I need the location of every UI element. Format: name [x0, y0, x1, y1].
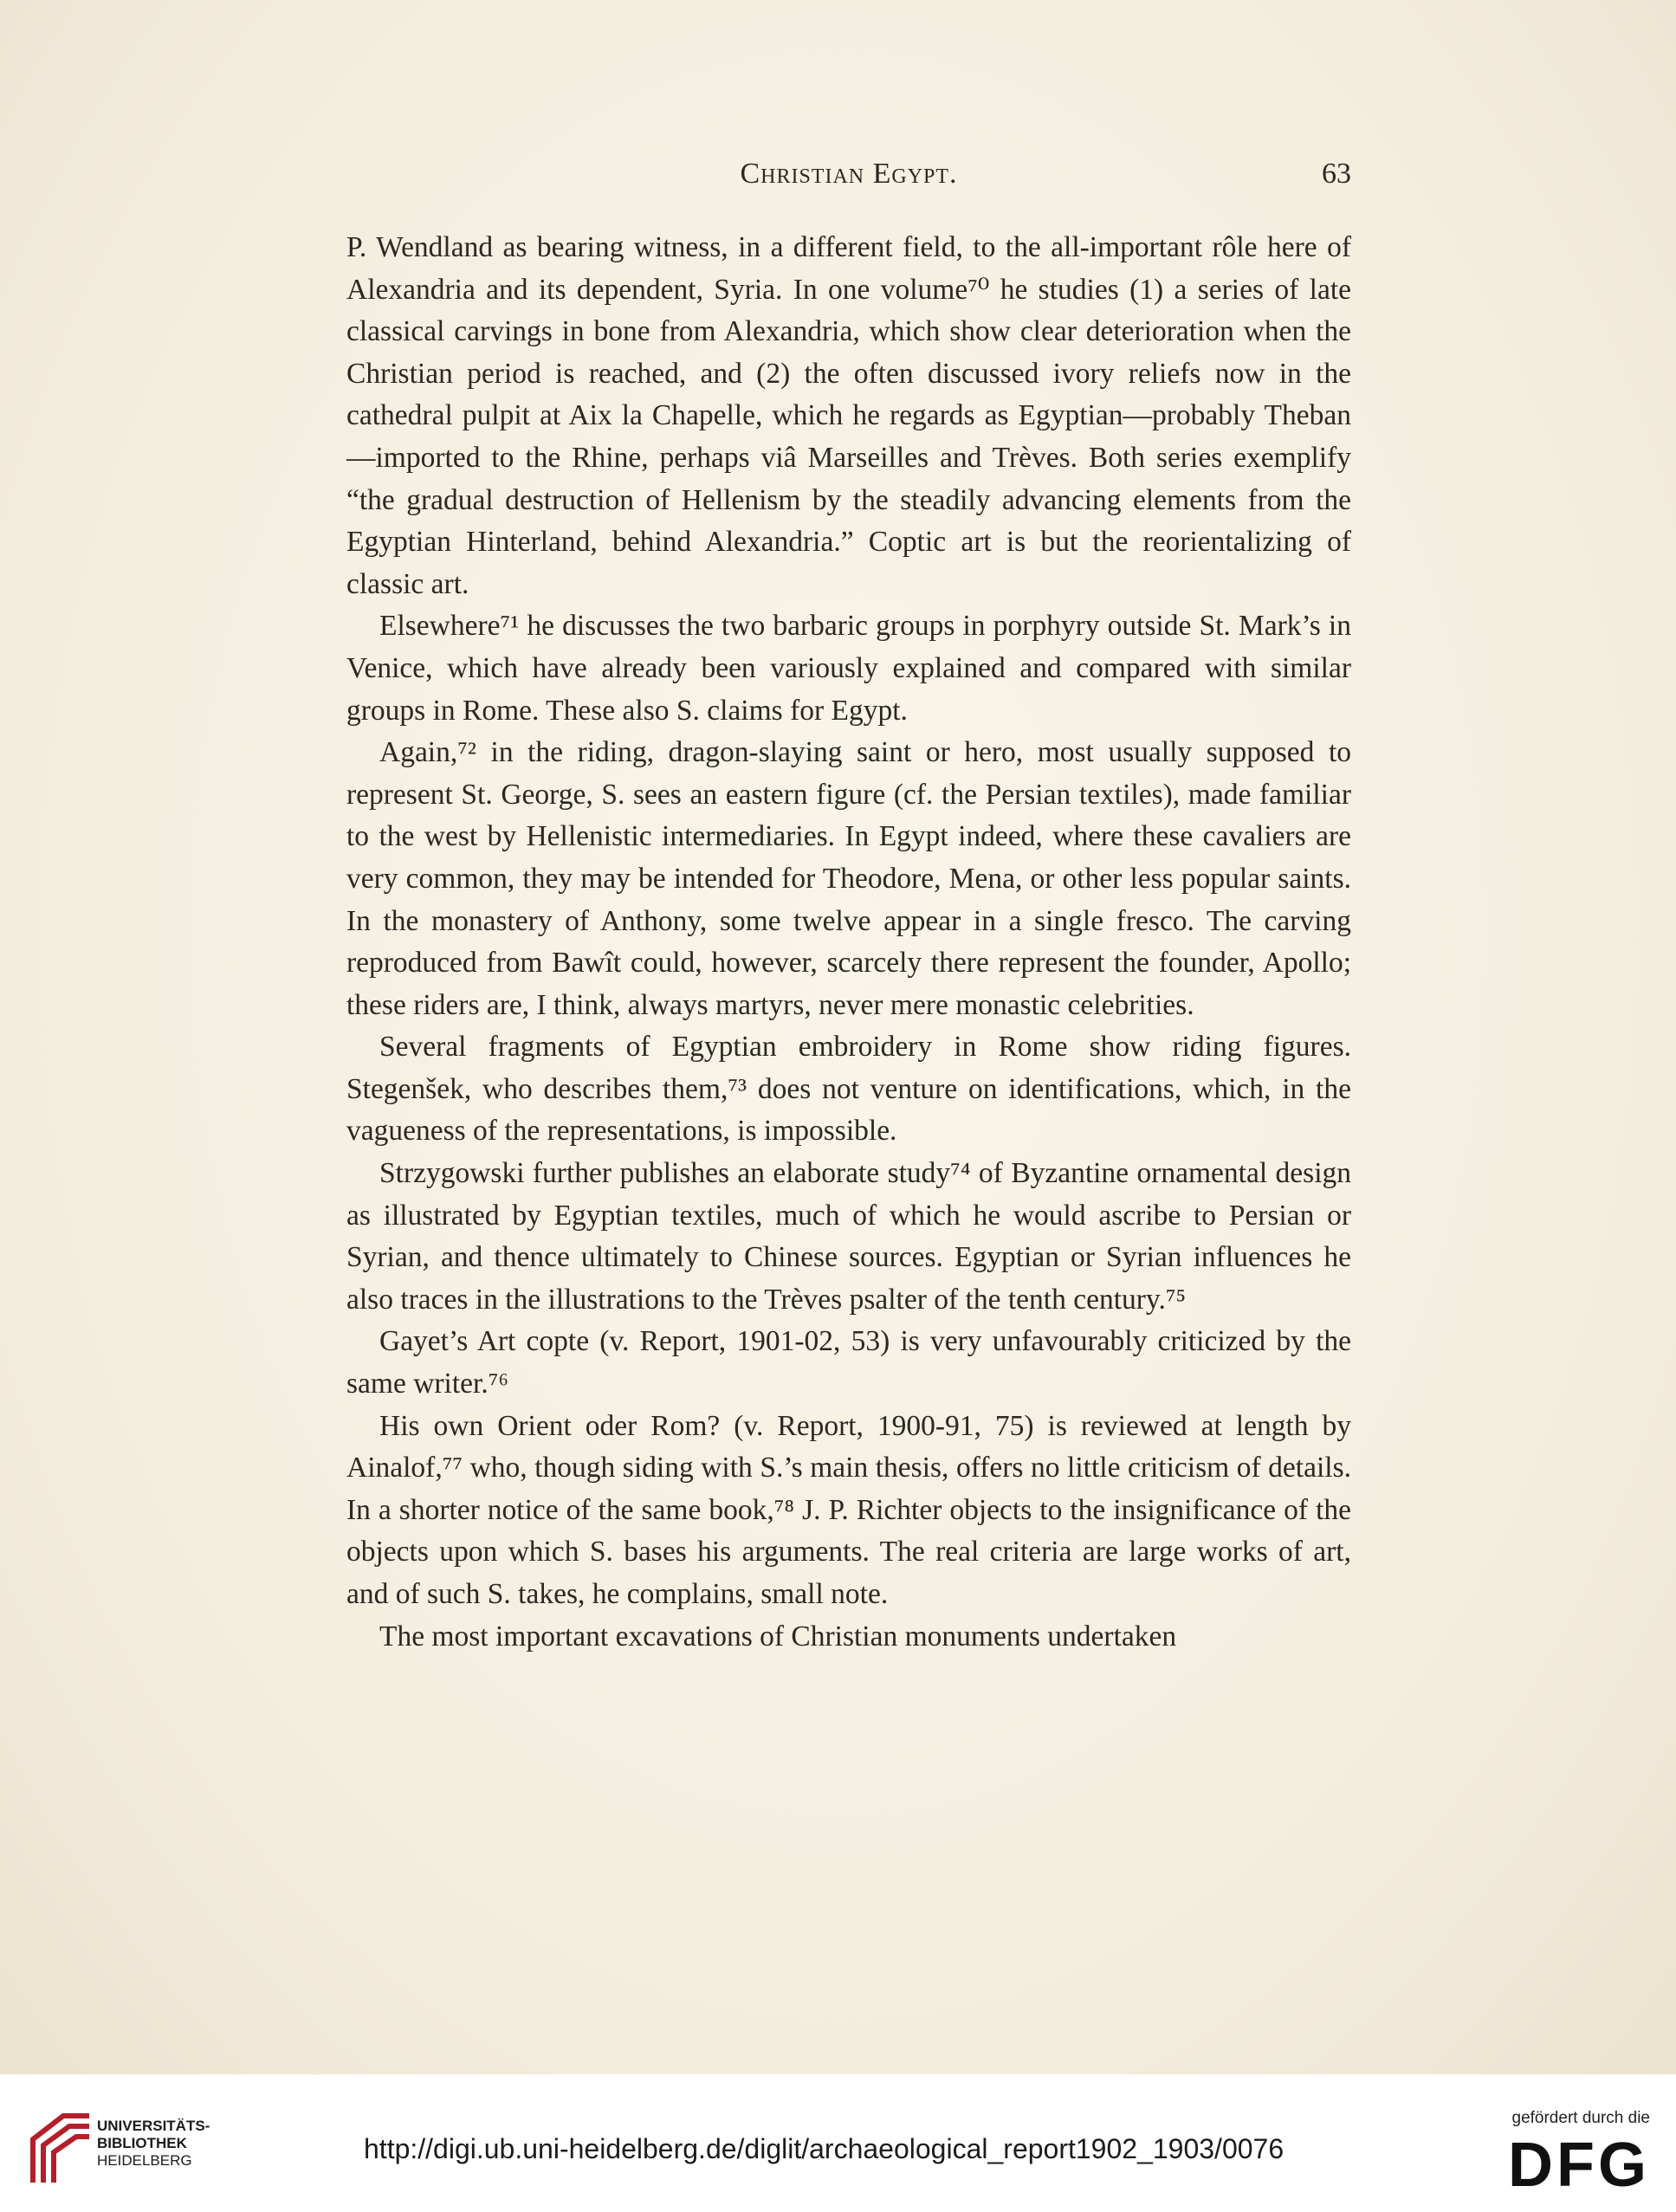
- paragraph: Gayet’s Art copte (v. Report, 1901-02, 53) is very unfavourably criticized by the same writer.⁷⁶: [346, 1325, 1351, 1400]
- digitization-footer: [0, 2074, 1676, 2212]
- library-name: [97, 2118, 210, 2170]
- paragraph: His own Orient oder Rom? (v. Report, 1900-91, 75) is reviewed at length by Ainalof,⁷⁷ who, though siding with S.’s main thesis, offers no little criticism of details. In a shorter notice of the same book,⁷⁸ J. P. Richter objects to the insignificance of the objects upon which S. bases his arguments. The real criteria are large works of art, and of such S. takes, he complains, small note.: [346, 1409, 1351, 1610]
- permalink-url[interactable]: http://digi.ub.uni-heidelberg.de/diglit/archaeological_report1902_1903/0076: [364, 2133, 1285, 2164]
- running-header: [346, 158, 1351, 201]
- paragraph: Again,⁷² in the riding, dragon-slaying saint or hero, most usually supposed to represent St. George, S. sees an eastern figure (cf. the Persian textiles), made familiar to the west by Hellenistic intermediaries. In Egypt indeed, where these cavaliers are very common, they may be intended for Theodore, Mena, or other less popular saints. In the monastery of Anthony, some twelve appear in a single fresco. The carving reproduced from Bawît could, however, scarcely there represent the founder, Apollo; these riders are, I think, always martyrs, never mere monastic celebrities.: [346, 736, 1351, 1021]
- library-name-line: BIBLIOTHEK: [97, 2135, 187, 2151]
- body-text: [346, 227, 1351, 1658]
- funded-by-label: gefördert durch die: [1511, 2109, 1650, 2127]
- library-name-line: UNIVERSITÄTS-: [97, 2118, 210, 2134]
- university-library-logo-icon: [24, 2109, 94, 2187]
- paragraph: Several fragments of Egyptian embroidery in Rome show riding figures. Stegenšek, who describes them,⁷³ does not venture on identifications, which, in the vagueness of the representations, is impossible.: [346, 1031, 1351, 1148]
- dfg-logo: DFG: [1508, 2131, 1650, 2200]
- page-number: 63: [1322, 158, 1351, 190]
- paragraph: The most important excavations of Christian monuments undertaken: [379, 1620, 1177, 1653]
- running-title: Christian Egypt.: [740, 158, 958, 190]
- paragraph: P. Wendland as bearing witness, in a different field, to the all-important rôle here of Alexandria and its dependent, Syria. In one volume⁷⁰ he studies (1) a series of late classical carvings in bone from Alexandria, which show clear deterioration when the Christian period is reached, and (2) the often discussed ivory reliefs now in the cathedral pulpit at Aix la Chapelle, which he regards as Egyptian—probably Theban—imported to the Rhine, perhaps viâ Marseilles and Trèves. Both series exemplify “the gradual destruction of Hellenism by the steadily advancing elements from the Egyptian Hinterland, behind Alexandria.” Coptic art is but the reorientalizing of classic art.: [346, 231, 1351, 600]
- paragraph: Strzygowski further publishes an elaborate study⁷⁴ of Byzantine ornamental design as illustrated by Egyptian textiles, much of which he would ascribe to Persian or Syrian, and thence ultimately to Chinese sources. Egyptian or Syrian influences he also traces in the illustrations to the Trèves psalter of the tenth century.⁷⁵: [346, 1157, 1351, 1316]
- paragraph: Elsewhere⁷¹ he discusses the two barbaric groups in porphyry outside St. Mark’s in Venice, which have already been variously explained and compared with similar groups in Rome. These also S. claims for Egypt.: [346, 610, 1351, 727]
- library-name-line: HEIDELBERG: [97, 2152, 192, 2169]
